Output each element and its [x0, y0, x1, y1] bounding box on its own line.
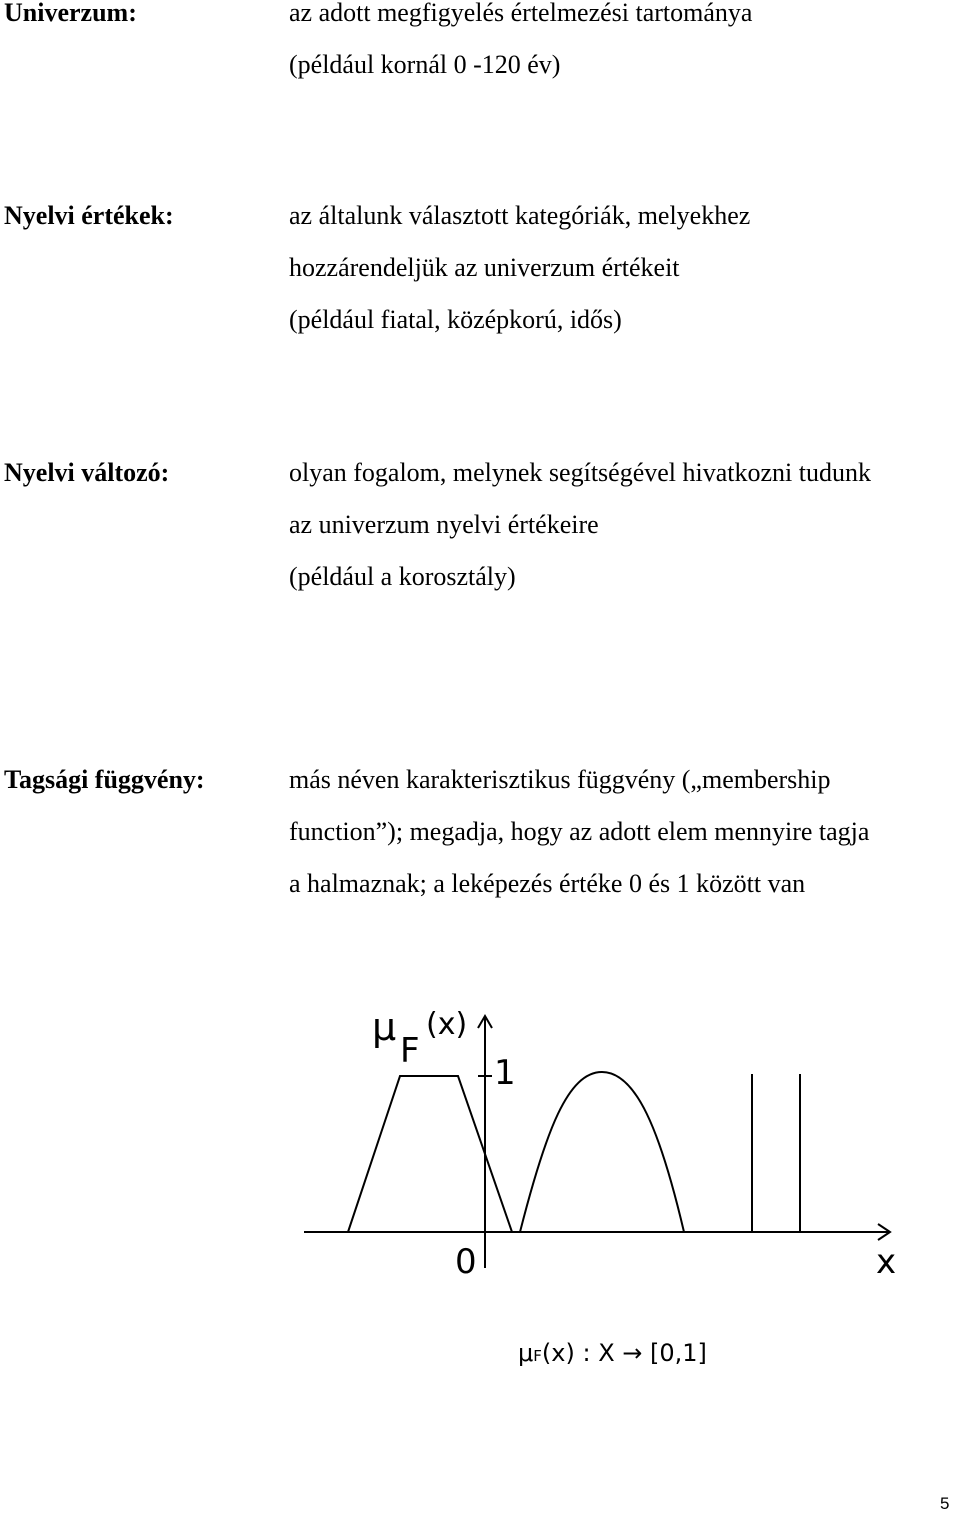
y-axis-label-subscript: F	[400, 1031, 420, 1071]
definition-line: olyan fogalom, melynek segítségével hivatkozni tudunk	[289, 458, 871, 487]
trapezoid-shape	[348, 1076, 512, 1232]
definition-tagsagi-fuggveny	[289, 767, 869, 923]
y-tick-label: 1	[494, 1053, 516, 1093]
triangle-shape	[520, 1072, 684, 1232]
definition-line: az univerzum nyelvi értékeire	[289, 510, 599, 539]
definition-nyelvi-ertekek	[289, 203, 750, 359]
definition-line: hozzárendeljük az univerzum értékeit	[289, 253, 680, 282]
definition-line: function”); megadja, hogy az adott elem mennyire tagja	[289, 817, 870, 846]
formula-rest: (x) : X → [0,1]	[541, 1339, 707, 1367]
definition-line: (például fiatal, középkorú, idős)	[289, 305, 622, 334]
page-number: 5	[940, 1494, 950, 1513]
formula-subscript: F	[533, 1347, 542, 1365]
y-axis-label-mu: μ	[372, 1005, 397, 1049]
x-axis-label: x	[876, 1242, 897, 1282]
definition-line: (például kornál 0 -120 év)	[289, 50, 561, 79]
definition-line: a halmaznak; a leképezés értéke 0 és 1 között van	[289, 869, 806, 898]
mapping-formula	[518, 1338, 707, 1371]
term-univerzum: Univerzum:	[4, 0, 137, 27]
definition-univerzum	[289, 0, 752, 104]
membership-function-figure	[290, 990, 910, 1290]
definition-line: az általunk választott kategóriák, melyekhez	[289, 201, 751, 230]
definition-nyelvi-valtozo	[289, 460, 871, 616]
term-nyelvi-valtozo: Nyelvi változó:	[4, 458, 170, 487]
definition-line: más néven karakterisztikus függvény („membership	[289, 765, 831, 794]
term-tagsagi-fuggveny: Tagsági függvény:	[4, 765, 205, 794]
formula-mu: μ	[518, 1339, 534, 1367]
term-nyelvi-ertekek: Nyelvi értékek:	[4, 201, 174, 230]
definition-line: (például a korosztály)	[289, 562, 516, 591]
definition-line: az adott megfigyelés értelmezési tartománya	[289, 0, 753, 27]
origin-label: 0	[455, 1242, 477, 1282]
y-axis-label-arg: (x)	[426, 1007, 468, 1042]
